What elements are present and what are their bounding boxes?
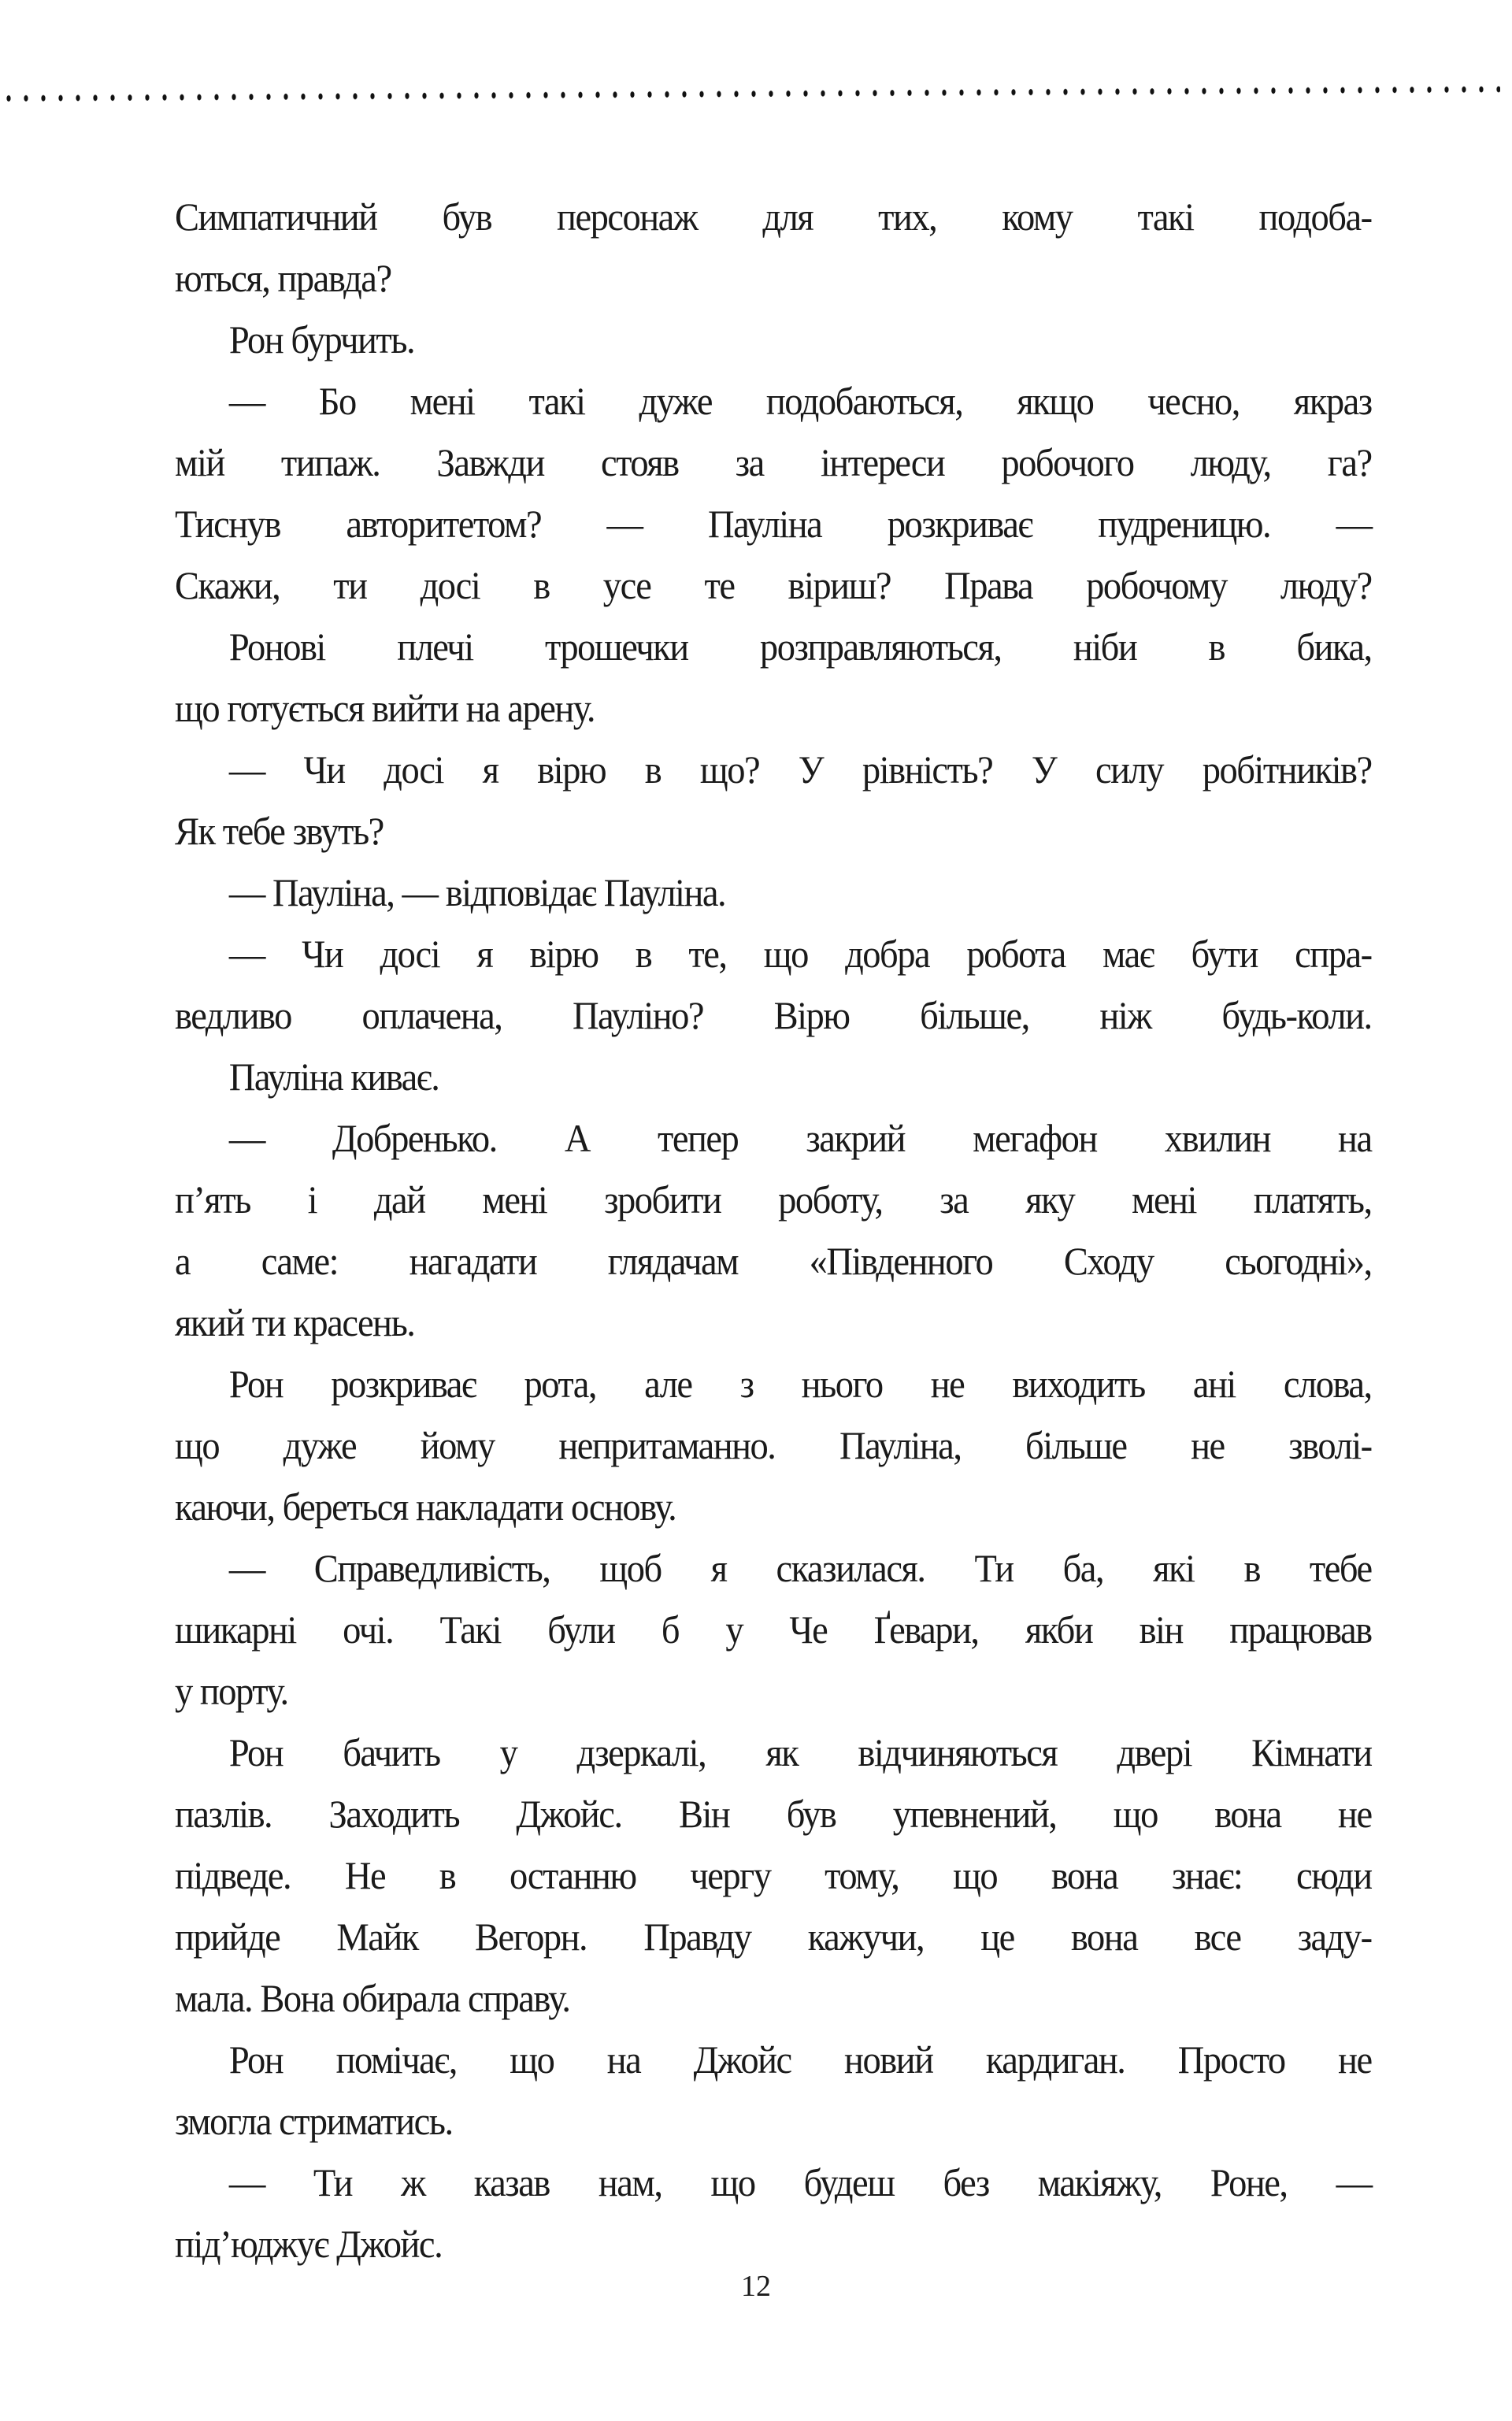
text-line: Як тебе звуть? bbox=[175, 809, 384, 853]
text-line: Ронові плечі трошечки розправляються, ніби в бика, bbox=[228, 625, 1372, 669]
text-line: що дуже йому непритаманно. Пауліна, більше не зволі- bbox=[175, 1423, 1372, 1467]
text-line: — Пауліна, — відповідає Пауліна. bbox=[228, 870, 726, 914]
text-line: Скажи, ти досі в усе те віриш? Права робочому люду? bbox=[175, 563, 1372, 607]
text-line: — Ти ж казав нам, що будеш без макіяжу, Роне, — bbox=[228, 2160, 1372, 2204]
text-line: каючи, береться накладати основу. bbox=[175, 1485, 676, 1529]
text-line: Тиснув авторитетом? — Пауліна розкриває пудреницю. — bbox=[175, 502, 1372, 546]
text-line: Симпатичний був персонаж для тих, кому такі подоба- bbox=[175, 195, 1372, 239]
body-text bbox=[175, 186, 1372, 2275]
text-line: мала. Вона обирала справу. bbox=[175, 1976, 570, 2020]
text-line: прийде Майк Вегорн. Правду кажучи, це вона все заду- bbox=[175, 1915, 1372, 1959]
text-line: Рон бурчить. bbox=[228, 317, 415, 361]
text-line: Рон помічає, що на Джойс новий кардиган. Просто не bbox=[228, 2037, 1372, 2082]
text-line: мій типаж. Завжди стояв за інтереси робочого люду, га? bbox=[175, 440, 1372, 484]
text-line: — Бо мені такі дуже подобаються, якщо чесно, якраз bbox=[228, 379, 1372, 423]
text-line: — Чи досі я вірю в те, що добра робота має бути спра- bbox=[228, 932, 1372, 976]
text-line: у порту. bbox=[175, 1669, 288, 1713]
text-line: а саме: нагадати глядачам «Південного Сходу сьогодні», bbox=[175, 1239, 1372, 1283]
text-line: Пауліна киває. bbox=[228, 1055, 439, 1099]
text-line: який ти красень. bbox=[175, 1300, 415, 1344]
text-line: під’юджує Джойс. bbox=[175, 2222, 443, 2266]
text-line: ведливо оплачена, Пауліно? Вірю більше, ніж будь-коли. bbox=[175, 993, 1372, 1037]
text-line: п’ять і дай мені зробити роботу, за яку мені платять, bbox=[175, 1177, 1372, 1222]
text-line: Рон бачить у дзеркалі, як відчиняються двері Кімнати bbox=[228, 1730, 1372, 1774]
text-line: шикарні очі. Такі були б у Че Ґевари, якби він працював bbox=[175, 1607, 1372, 1652]
text-line: — Чи досі я вірю в що? У рівність? У силу робітників? bbox=[228, 747, 1372, 792]
page-number: 12 bbox=[741, 2270, 771, 2303]
text-line: пазлів. Заходить Джойс. Він був упевнений, що вона не bbox=[175, 1792, 1372, 1836]
text-line: Рон розкриває рота, але з нього не виходить ані слова, bbox=[228, 1362, 1372, 1406]
text-line: підведе. Не в останню чергу тому, що вона знає: сюди bbox=[175, 1853, 1372, 1897]
text-line: — Добренько. А тепер закрий мегафон хвилин на bbox=[228, 1116, 1372, 1160]
text-line: змогла стриматись. bbox=[175, 2099, 453, 2143]
text-line: ються, правда? bbox=[175, 256, 391, 300]
text-line: — Справедливість, щоб я сказилася. Ти ба, які в тебе bbox=[228, 1546, 1372, 1590]
text-line: що готується вийти на арену. bbox=[175, 686, 595, 730]
header-dotted-rule bbox=[0, 83, 1500, 104]
